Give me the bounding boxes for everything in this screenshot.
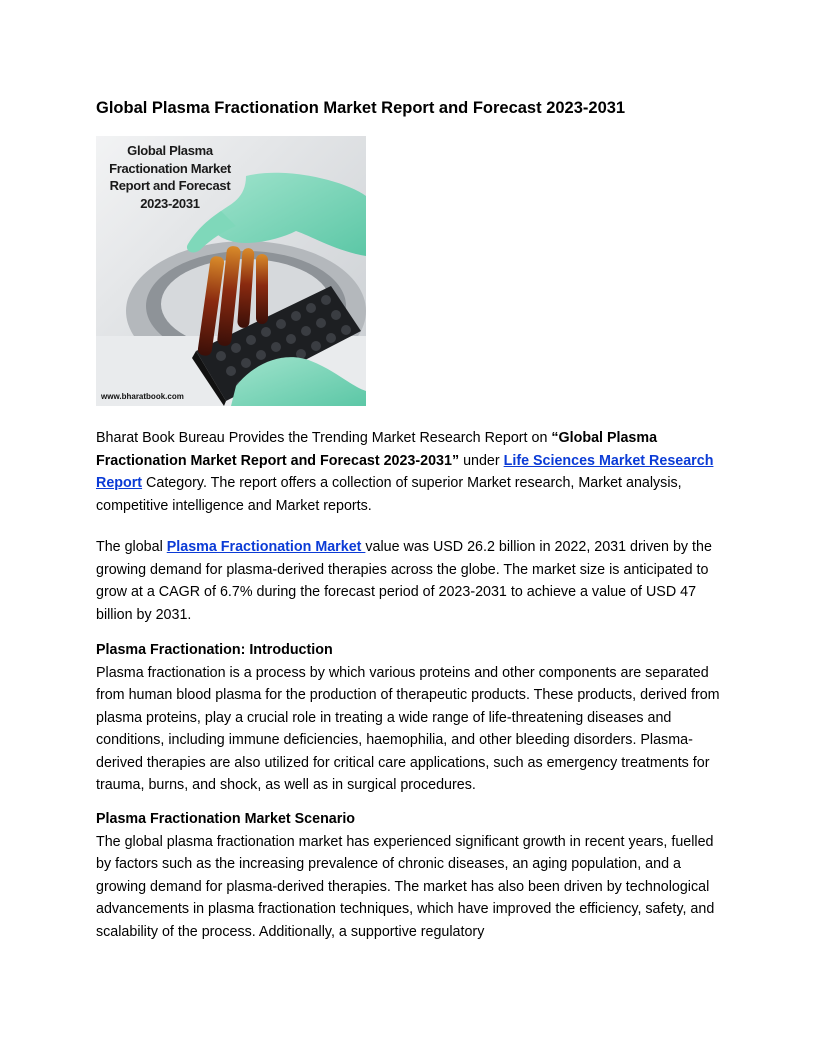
page-title: Global Plasma Fractionation Market Report and Forecast 2023-2031 — [96, 99, 626, 117]
section-introduction — [96, 639, 722, 797]
cover-title: Global Plasma Fractionation Market Report and Forecast 2023-2031 — [109, 143, 231, 211]
report-cover-image — [96, 136, 366, 406]
section-heading: Plasma Fractionation: Introduction — [96, 642, 333, 658]
market-value-paragraph: The global Plasma Fractionation Market value was USD 26.2 billion in 2022, 2031 driven by the growing demand for plasma-derived therapies across the globe. The market size is anticipated to grow at a CAGR of 6.7% during the forecast period of 2023-2031 to achieve a value of USD 47 billion by 2031. — [96, 539, 712, 623]
section-market-scenario — [96, 808, 722, 943]
intro-paragraph: Bharat Book Bureau Provides the Trending Market Research Report on “Global Plasma Fractionation Market Report and Forecast 2023-2031” under Life Sciences Market Research Report Category. The report offers a collection of superior Market research, Market analysis, competitive intelligence and Market reports. — [96, 430, 714, 514]
life-sciences-report-link[interactable]: Life Sciences Market Research Report — [96, 452, 714, 491]
section-body: The global plasma fractionation market has experienced significant growth in recent years, fuelled by factors such as the increasing prevalence of chronic diseases, an aging population, and a growing demand for plasma-derived therapies. The market has also been driven by technological advancements in plasma fractionation techniques, which have improved the efficiency, safety, and scalability of the process. Additionally, a supportive regulatory — [96, 833, 715, 940]
report-name: “Global Plasma Fractionation Market Report and Forecast 2023-2031” — [96, 430, 658, 469]
section-body: Plasma fractionation is a process by which various proteins and other components are separated from human blood plasma for the production of therapeutic products. These products, derived from plasma proteins, play a crucial role in treating a wide range of life-threatening diseases and conditions, including immune deficiencies, haemophilia, and other bleeding disorders. Plasma-derived therapies are also utilized for critical care applications, such as emergency treatments for trauma, burns, and shock, as well as in surgical procedures. — [96, 664, 720, 793]
cover-watermark: www.bharatbook.com — [101, 392, 184, 401]
plasma-fractionation-market-link[interactable]: Plasma Fractionation Market — [166, 539, 366, 555]
section-heading: Plasma Fractionation Market Scenario — [96, 811, 356, 827]
